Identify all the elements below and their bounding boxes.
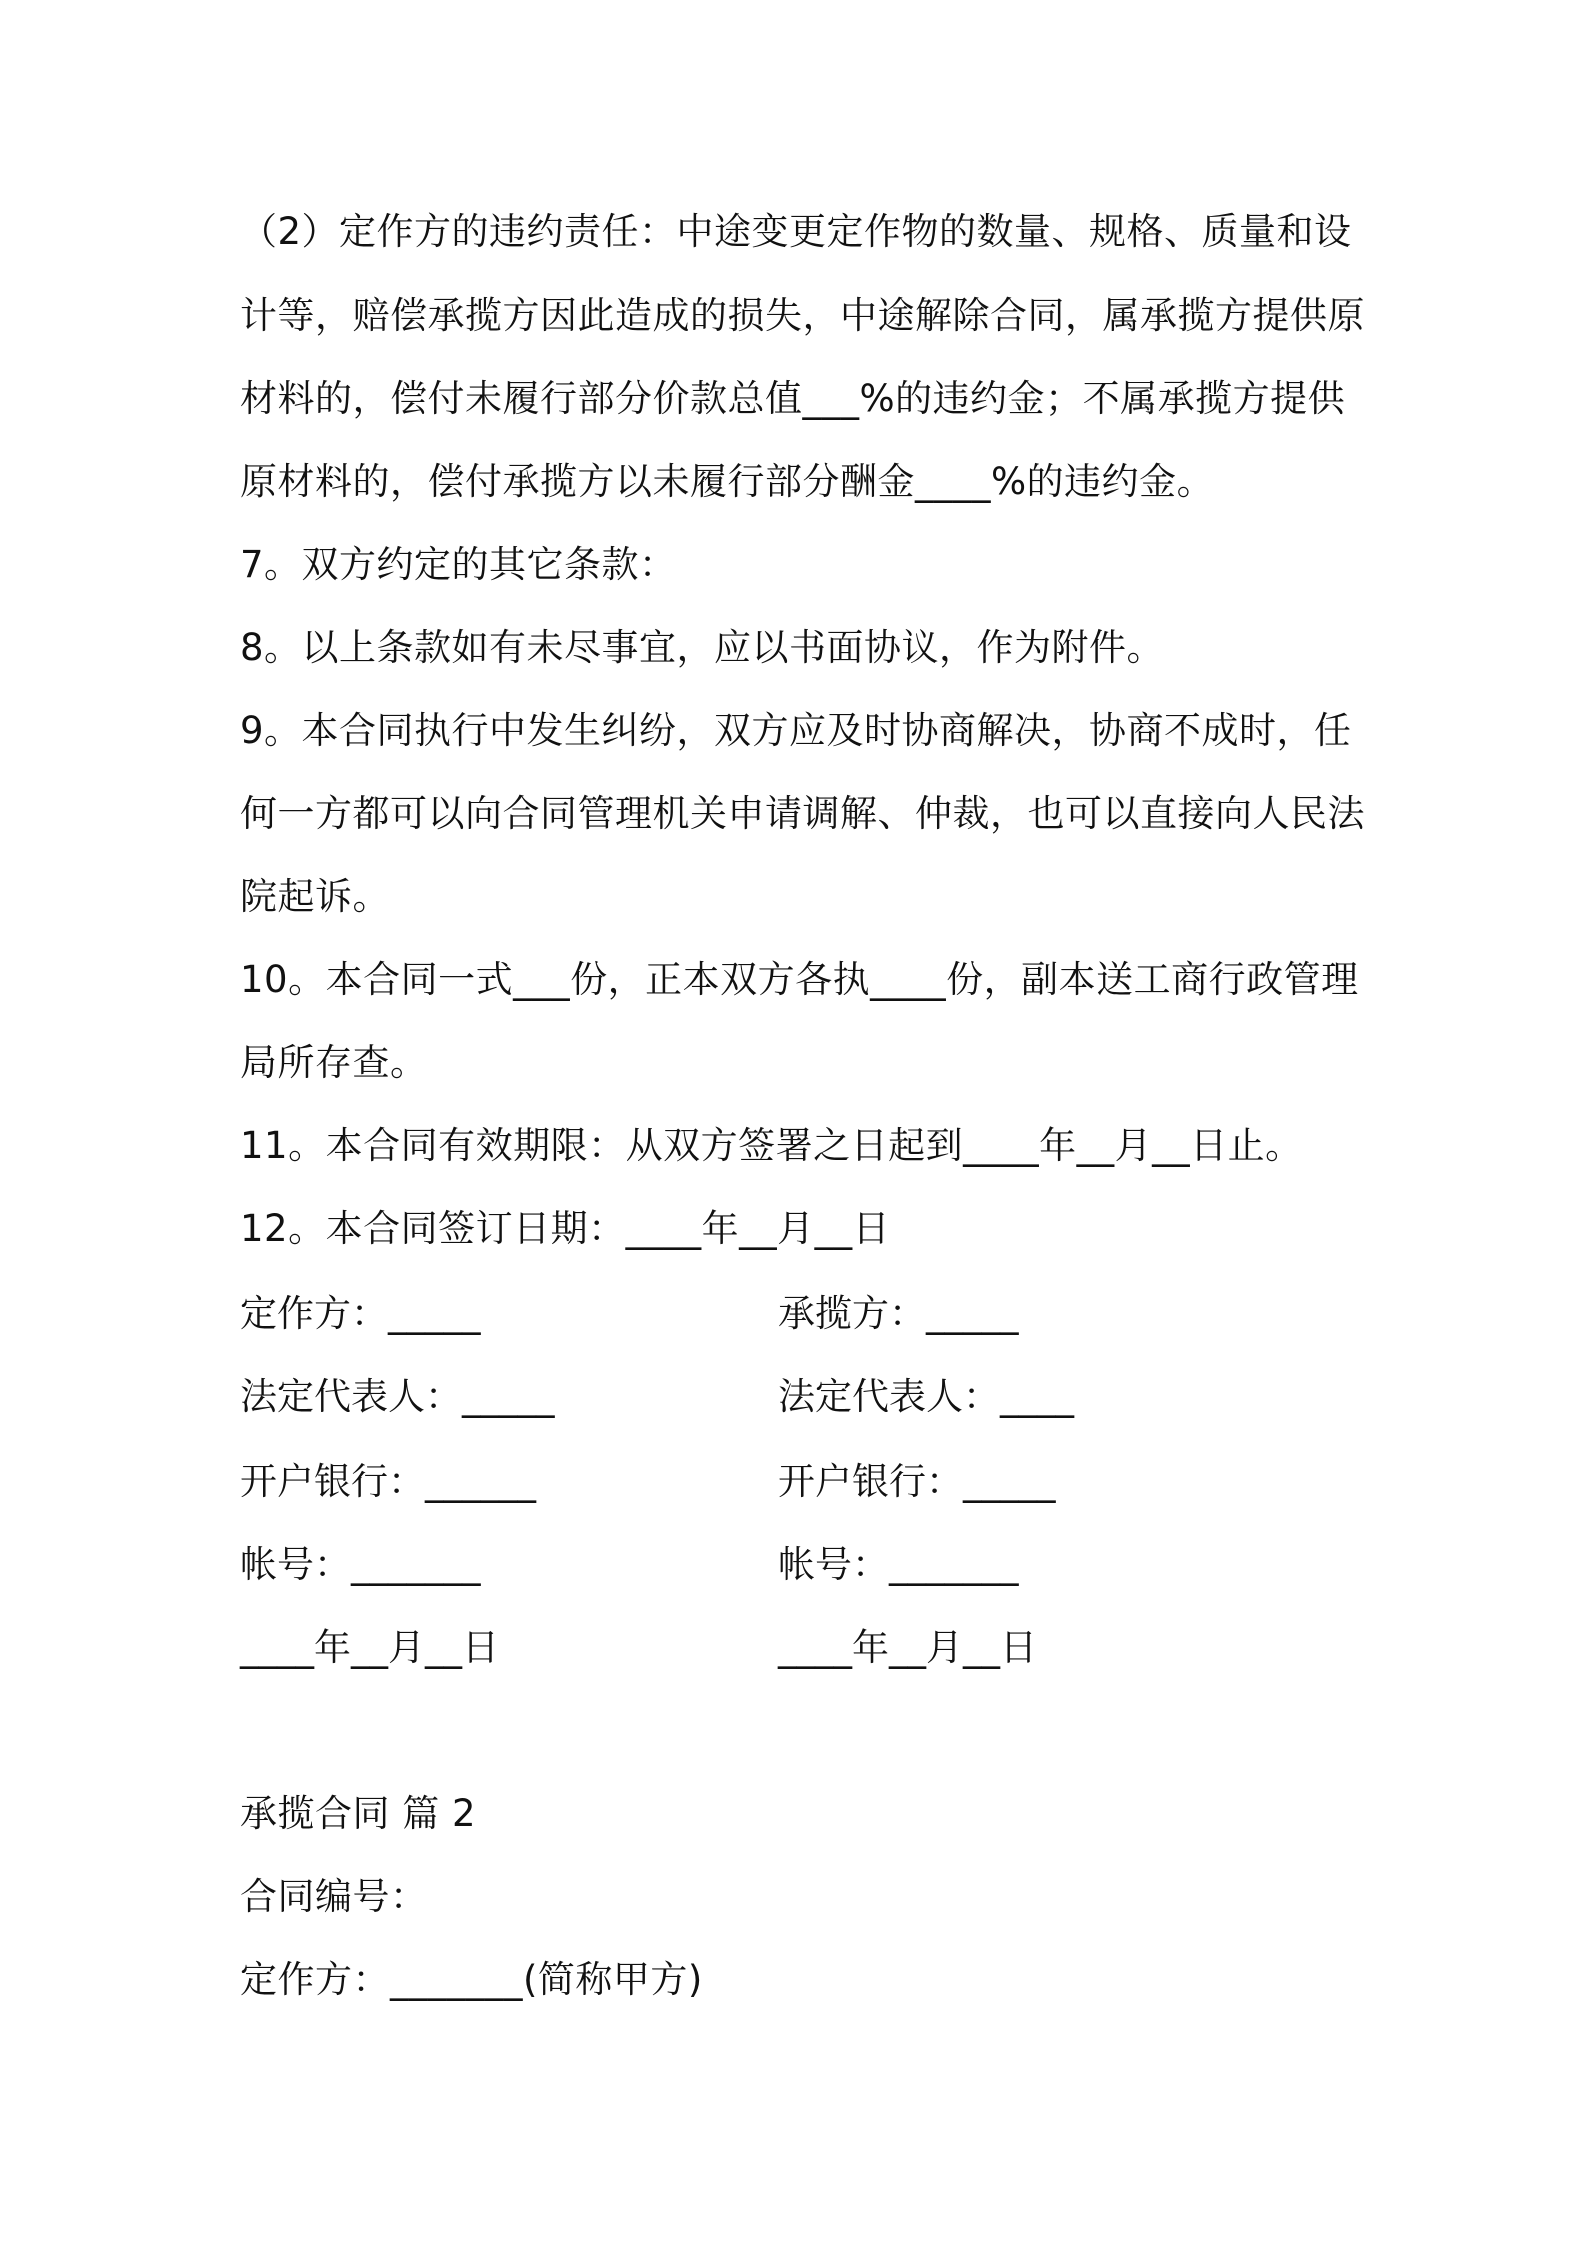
orderer-signature: 定作方：_____ (240, 1292, 481, 1335)
clause-6-2-line-4: 原材料的，偿付承揽方以未履行部分酬金____%的违约金。 (240, 460, 1215, 503)
clause-10-line-2: 局所存查。 (240, 1041, 428, 1084)
contractor-bank: 开户银行：_____ (778, 1460, 1056, 1503)
orderer-party-a: 定作方：_______(简称甲方) (240, 1958, 703, 2001)
contractor-account: 帐号：_______ (778, 1543, 1019, 1586)
clause-7: 7。双方约定的其它条款： (240, 543, 677, 586)
clause-9-line-3: 院起诉。 (240, 875, 390, 918)
clause-10-line-1: 10。本合同一式___份，正本双方各执____份，副本送工商行政管理 (240, 958, 1359, 1001)
clause-6-2-line-2: 计等，赔偿承揽方因此造成的损失，中途解除合同，属承揽方提供原 (240, 294, 1365, 337)
section-2-title: 承揽合同 篇 2 (240, 1792, 477, 1835)
orderer-account: 帐号：_______ (240, 1543, 481, 1586)
clause-11: 11。本合同有效期限：从双方签署之日起到____年__月__日止。 (240, 1124, 1303, 1167)
clause-9-line-2: 何一方都可以向合同管理机关申请调解、仲裁，也可以直接向人民法 (240, 792, 1365, 835)
contract-number: 合同编号： (240, 1875, 428, 1918)
orderer-date: ____年__月__日 (240, 1626, 499, 1669)
contractor-date: ____年__月__日 (778, 1626, 1037, 1669)
clause-6-2-line-3: 材料的，偿付未履行部分价款总值___%的违约金；不属承揽方提供 (240, 377, 1346, 420)
contractor-signature: 承揽方：_____ (778, 1292, 1019, 1335)
clause-12: 12。本合同签订日期：____年__月__日 (240, 1207, 891, 1250)
clause-8: 8。以上条款如有未尽事宜，应以书面协议，作为附件。 (240, 626, 1165, 669)
clause-6-2-line-1: （2）定作方的违约责任：中途变更定作物的数量、规格、质量和设 (240, 210, 1352, 253)
orderer-legal-rep: 法定代表人：_____ (240, 1375, 555, 1418)
orderer-bank: 开户银行：______ (240, 1460, 536, 1503)
contractor-legal-rep: 法定代表人：____ (778, 1375, 1074, 1418)
clause-9-line-1: 9。本合同执行中发生纠纷，双方应及时协商解决，协商不成时，任 (240, 709, 1352, 752)
